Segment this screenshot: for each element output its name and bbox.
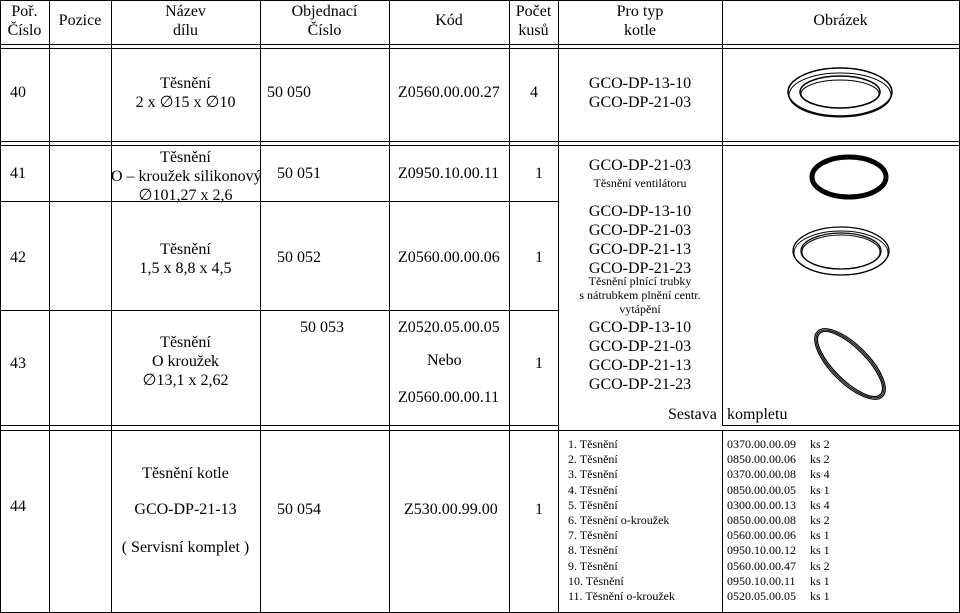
kit-item-quantity: ks 1 [810,528,830,543]
o-ring-icon [808,152,890,202]
row-42-order-number: 50 052 [277,249,321,266]
row-43-code: Z0520.05.00.05 [398,319,500,336]
header-cell-pocet-kusu: Počet kusů [515,3,552,39]
kit-item-name: 10. Těsnění [568,573,624,588]
sestava-label: Sestava [668,406,717,423]
row-40-boiler-types: GCO-DP-13-10 GCO-DP-21-03 [588,75,692,111]
row-43-order-number: 50 053 [300,319,344,336]
row-40-number: 40 [10,84,26,101]
kit-item-name: 3. Těsnění [568,467,618,482]
kit-item-name: 1. Těsnění [568,437,618,451]
row-42-part-name: Těsnění 1,5 x 8,8 x 4,5 [139,241,232,277]
row-divider-41 [0,201,558,202]
flat-ring-gasket-icon [790,222,892,280]
row-44-order-number: 50 054 [277,501,321,518]
header-cell-pro-typ-kotle: Pro typ kotle [616,3,664,39]
table-border-top [0,0,960,1]
kit-item-quantity: ks 4 [810,467,830,482]
kit-item-name: 9. Těsnění [568,558,618,573]
row-divider-43-right [722,425,960,426]
kit-item-code: 0370.00.00.09 [727,437,796,451]
header-cell-poradove-cislo: Poř. Číslo [7,3,42,39]
thin-o-ring-icon [812,316,888,412]
kit-item-quantity: ks 2 [810,437,830,451]
col-line-4 [389,0,390,613]
row-43-quantity: 1 [535,355,543,372]
kit-item-quantity: ks 1 [810,589,830,603]
kit-item-quantity: ks 1 [810,482,830,497]
row-43-boiler-types: GCO-DP-13-10 GCO-DP-21-03 GCO-DP-21-13 GCO-DP-21-23 [588,319,692,393]
row-divider-42 [0,310,558,311]
kit-item-quantity: ks 2 [810,558,830,573]
row-44-name-line-1: Těsnění kotle [142,465,229,482]
col-line-3 [260,0,261,613]
kit-item-quantity: ks 2 [810,513,830,527]
row-41-number: 41 [10,165,26,182]
kit-item-name: 8. Těsnění [568,543,618,558]
kit-item-code: 0950.10.00.12 [727,543,796,558]
row-40-code: Z0560.00.00.27 [398,84,500,101]
row-42-code: Z0560.00.00.06 [398,249,500,266]
row-42-boiler-types: GCO-DP-13-10 GCO-DP-21-03 GCO-DP-21-13 GCO-DP-21-23 [588,203,692,277]
row-divider-43-double [0,430,960,431]
kit-item-code: 0300.00.00.13 [727,497,796,512]
row-divider-40-double [0,145,960,146]
row-42-number: 42 [10,249,26,266]
header-cell-obrazek: Obrázek [813,12,868,29]
kit-item-quantity: ks 4 [810,497,830,512]
col-line-5 [509,0,510,613]
header-cell-kod: Kód [435,12,463,29]
row-41-code: Z0950.10.00.11 [398,165,500,182]
row-44-quantity: 1 [535,501,543,518]
kit-item-code: 0520.05.00.05 [727,589,796,603]
row-43-part-name: Těsnění O kroužek ∅13,1 x 2,62 [142,334,229,389]
row-44-name-line-3: ( Servisní komplet ) [121,539,250,556]
kit-item-name: 11. Těsnění o-kroužek [568,589,675,603]
row-41-boiler-types: GCO-DP-21-03 [588,157,692,174]
flat-ring-gasket-icon [784,62,896,122]
kit-item-name: 2. Těsnění [568,452,618,467]
kit-item-name: 6. Těsnění o-kroužek [568,513,670,527]
header-cell-objednaci-cislo: Objednací Číslo [291,3,358,39]
row-41-order-number: 50 051 [277,165,321,182]
kit-item-quantity: ks 2 [810,452,830,467]
kit-item-code: 0850.00.00.05 [727,482,796,497]
kit-item-quantity: ks 1 [810,543,830,558]
row-43-or-label: Nebo [427,352,462,369]
kit-item-code: 0560.00.00.06 [727,528,796,543]
kit-item-name: 4. Těsnění [568,482,618,497]
header-double-line [0,48,960,49]
row-42-note: Těsnění plnící trubky s nátrubkem plnění centr. vytápění [579,274,701,316]
row-40-quantity: 4 [530,84,538,101]
header-cell-nazev-dilu: Název dílu [165,3,206,39]
kit-item-code: 0850.00.00.06 [727,452,796,467]
col-line-7-lower [722,430,723,613]
row-44-code: Z530.00.99.00 [404,501,498,518]
header-bottom-line [0,44,960,45]
row-44-number: 44 [10,498,26,515]
kit-item-code: 0370.00.00.08 [727,467,796,482]
kit-item-name: 5. Těsnění [568,497,618,512]
kit-item-quantity: ks 1 [810,573,830,588]
row-41-part-name: Těsnění O – kroužek silikonový ∅101,27 x 2,6 [111,149,262,204]
kit-item-code: 0560.00.00.47 [727,558,796,573]
row-41-quantity: 1 [535,165,543,182]
kit-item-name: 7. Těsnění [568,528,618,543]
row-divider-40 [0,141,960,142]
kompletu-label: kompletu [727,406,788,423]
row-44-name-line-2: GCO-DP-21-13 [134,501,237,518]
row-42-quantity: 1 [535,249,543,266]
row-43-number: 43 [10,355,26,372]
col-line-7-upper [722,0,723,425]
header-cell-pozice: Pozice [58,12,102,29]
col-line-1 [49,0,50,613]
col-line-0 [0,0,1,613]
kit-item-code: 0950.10.00.11 [727,573,796,588]
row-40-order-number: 50 050 [267,84,311,101]
row-43-code-alternative: Z0560.00.00.11 [398,389,500,406]
row-divider-43 [0,425,558,426]
row-40-part-name: Těsnění 2 x ∅15 x ∅10 [135,75,236,111]
kit-item-code: 0850.00.00.08 [727,513,796,527]
row-41-note: Těsnění ventilátoru [593,176,687,190]
